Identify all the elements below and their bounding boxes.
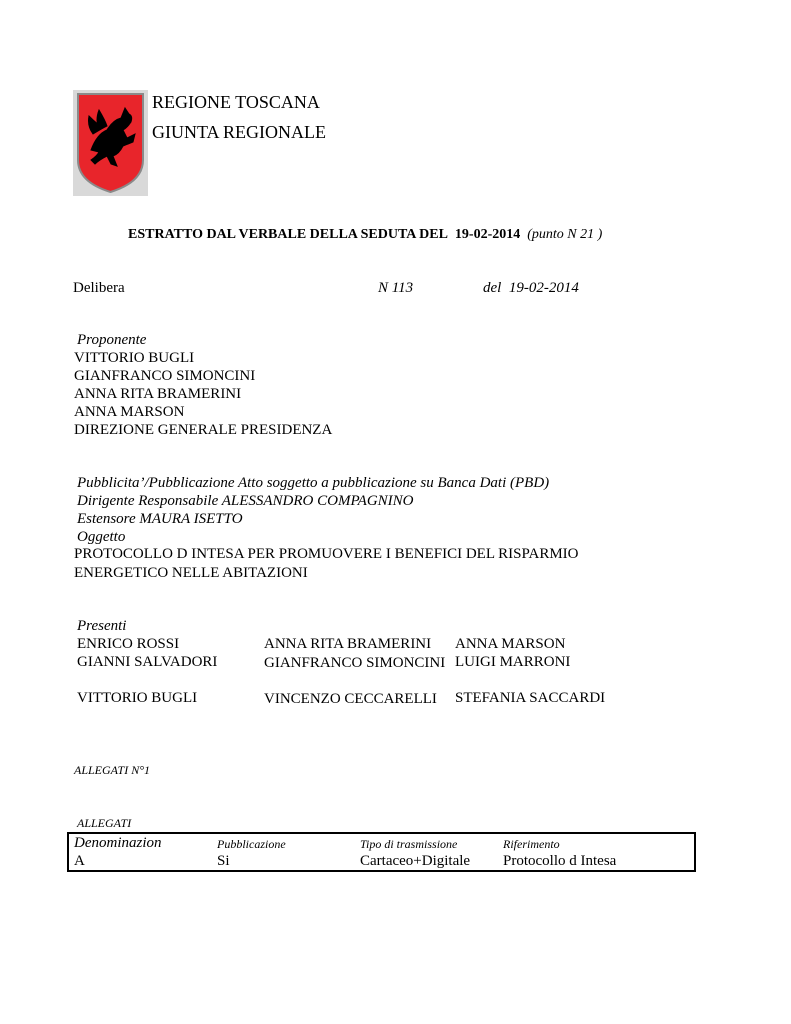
oggetto-text-line1: PROTOCOLLO D INTESA PER PROMUOVERE I BENEFICI DEL RISPARMIO: [74, 546, 579, 562]
table-header-cell: Pubblicazione: [217, 837, 286, 851]
table-cell: Cartaceo+Digitale: [360, 853, 471, 869]
oggetto-label: Oggetto: [77, 529, 126, 545]
oggetto-text-line2: ENERGETICO NELLE ABITAZIONI: [74, 565, 308, 581]
proponente-name: ANNA MARSON: [74, 404, 185, 420]
delibera-date: 19-02-2014: [508, 280, 579, 296]
table-cell: Protocollo d Intesa: [503, 853, 617, 869]
pubblicazione-line: Pubblicita’/Pubblicazione Atto soggetto a pubblicazione su Banca Dati (PBD): [77, 475, 550, 491]
header-region-title: REGIONE TOSCANA: [152, 92, 320, 112]
presenti-name: ENRICO ROSSI: [77, 636, 180, 652]
presenti-name: STEFANIA SACCARDI: [455, 690, 606, 706]
table-cell: Si: [217, 853, 230, 869]
table-row: [68, 852, 695, 871]
table-header-cell: Riferimento: [503, 837, 560, 851]
presenti-name: LUIGI MARRONI: [455, 654, 571, 670]
allegati-label: ALLEGATI: [77, 816, 132, 830]
table-header-cell: Tipo di trasmissione: [360, 837, 458, 851]
presenti-name: ANNA MARSON: [455, 636, 566, 652]
estratto-date: 19-02-2014: [454, 227, 521, 242]
delibera-date-line: [483, 280, 579, 297]
proponente-name: ANNA RITA BRAMERINI: [74, 386, 242, 402]
presenti-label: Presenti: [77, 618, 127, 634]
allegati-table: [67, 832, 696, 872]
proponente-name: GIANFRANCO SIMONCINI: [74, 368, 256, 384]
header-council-title: GIUNTA REGIONALE: [152, 122, 327, 142]
estratto-line: [128, 227, 602, 243]
presenti-name: VINCENZO CECCARELLI: [264, 691, 437, 707]
delibera-label: Delibera: [73, 280, 125, 296]
presenti-name: GIANNI SALVADORI: [77, 654, 218, 670]
table-header-cell: Denominazion: [74, 835, 162, 851]
table-cell: A: [74, 853, 85, 869]
regione-toscana-logo-icon: [73, 90, 148, 196]
proponente-label: Proponente: [77, 332, 147, 348]
delibera-number: N 113: [378, 280, 414, 296]
estratto-punto: (punto N 21 ): [527, 227, 603, 242]
delibera-del-label: del: [483, 280, 502, 296]
allegati-count: ALLEGATI N°1: [74, 763, 151, 777]
presenti-name: GIANFRANCO SIMONCINI: [264, 655, 446, 671]
table-header-row: [68, 833, 695, 852]
presenti-name: VITTORIO BUGLI: [77, 690, 198, 706]
presenti-name: ANNA RITA BRAMERINI: [264, 636, 432, 652]
estratto-label: ESTRATTO DAL VERBALE DELLA SEDUTA DEL: [128, 227, 448, 242]
estensore-line: Estensore MAURA ISETTO: [77, 511, 243, 527]
dirigente-line: Dirigente Responsabile ALESSANDRO COMPAGNINO: [77, 493, 414, 509]
proponente-name: VITTORIO BUGLI: [74, 350, 195, 366]
proponente-name: DIREZIONE GENERALE PRESIDENZA: [74, 422, 333, 438]
